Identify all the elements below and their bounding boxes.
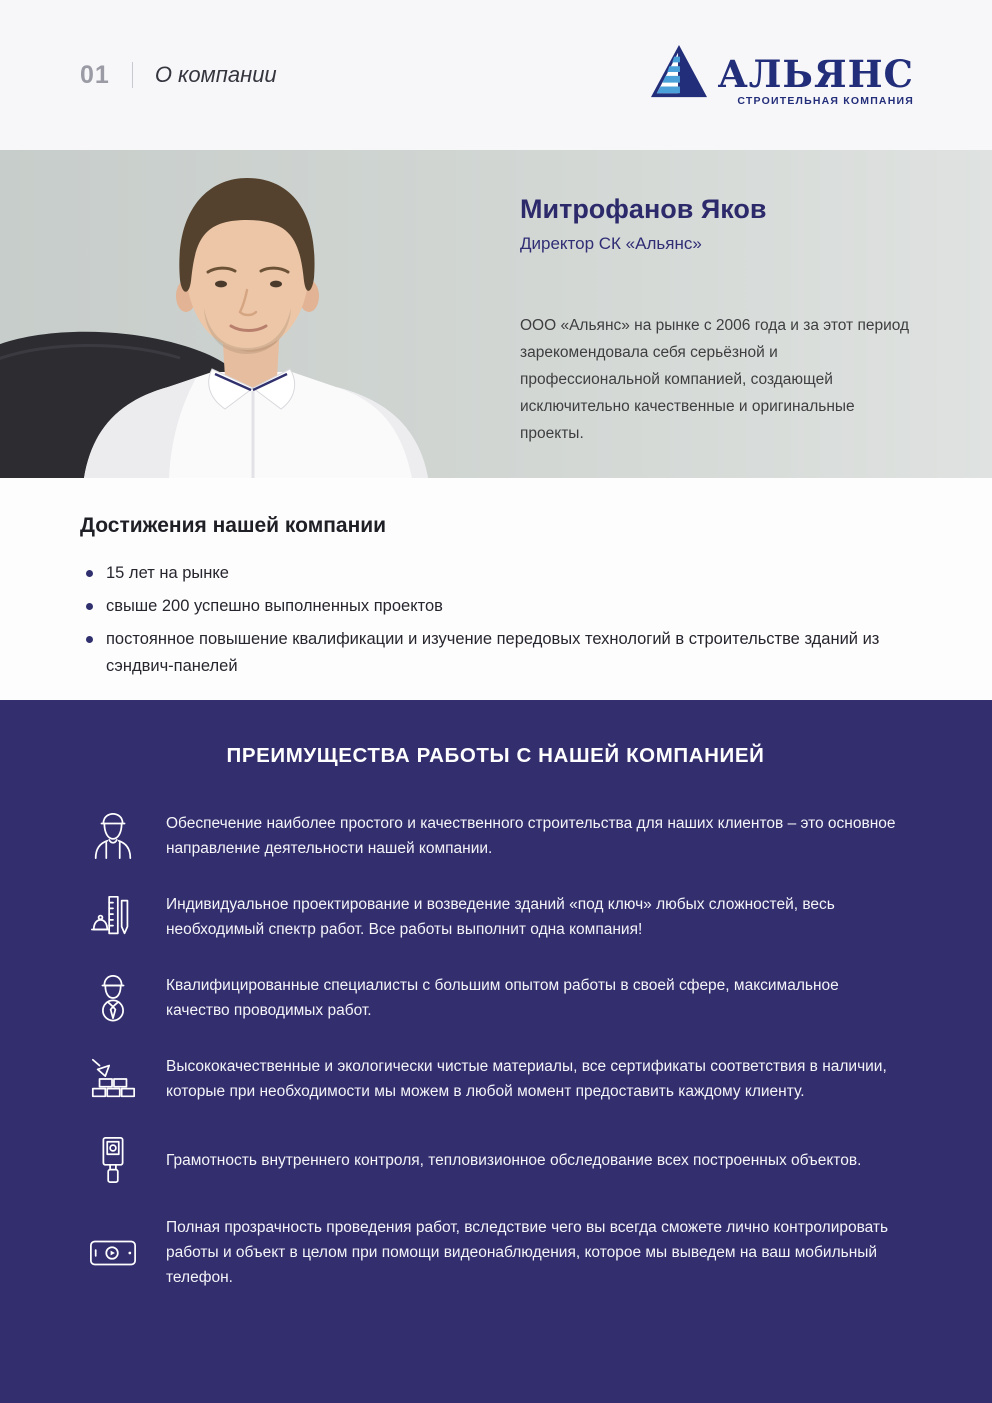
director-info [520, 194, 920, 447]
header-breadcrumb [80, 61, 277, 90]
advantages-title: ПРЕИМУЩЕСТВА РАБОТЫ С НАШЕЙ КОМПАНИЕЙ [226, 744, 765, 767]
advantage-row [87, 810, 904, 862]
header-divider [132, 62, 133, 88]
achievement-item: 15 лет на рынке [80, 560, 910, 587]
thermal-camera-icon [87, 1134, 139, 1186]
person-position: Директор СК «Альянс» [520, 234, 702, 253]
company-logo [650, 44, 914, 106]
page-number: 01 [80, 60, 110, 89]
hero-section [0, 150, 992, 478]
advantage-row [87, 1053, 904, 1105]
worker-icon [87, 810, 139, 862]
advantage-row [87, 1215, 904, 1290]
achievements-title: Достижения нашей компании [80, 514, 387, 537]
advantage-text: Высококачественные и экологически чистые материалы, все сертификаты соответствия в наличии, которые при необходимости мы можем в любой момент предоставить каждому клиенту. [166, 1058, 887, 1100]
design-tools-icon [87, 891, 139, 943]
specialist-icon [87, 972, 139, 1024]
logo-tagline: СТРОИТЕЛЬНАЯ КОМПАНИЯ [737, 94, 914, 107]
smartphone-video-icon [87, 1227, 139, 1279]
advantage-row [87, 972, 904, 1024]
logo-text [717, 51, 914, 107]
section-title: О компании [154, 62, 277, 87]
advantage-row [87, 891, 904, 943]
achievements-section [0, 478, 992, 700]
company-description: ООО «Альянс» на рынке с 2006 года и за этот период зарекомендовала себя серьёзной и профессиональной компанией, создающей исключительно качественные и оригинальные проекты. [520, 317, 910, 442]
pyramid-logo-icon [650, 44, 708, 106]
achievement-item: постоянное повышение квалификации и изучение передовых технологий в строительстве зданий из сэндвич-панелей [80, 626, 910, 680]
advantage-text: Квалифицированные специалисты с большим опытом работы в своей сфере, максимальное качество проводимых работ. [166, 977, 839, 1019]
bricklaying-icon [87, 1053, 139, 1105]
person-name: Митрофанов Яков [520, 194, 767, 224]
advantage-row [87, 1134, 904, 1186]
logo-name: АЛЬЯНС [717, 51, 914, 96]
achievements-list [80, 560, 912, 680]
achievement-item: свыше 200 успешно выполненных проектов [80, 593, 910, 620]
advantage-text: Обеспечение наиболее простого и качественного строительства для наших клиентов – это основное направление деятельности нашей компании. [166, 815, 896, 857]
director-photo [0, 150, 520, 478]
page-header [0, 0, 992, 150]
advantage-text: Индивидуальное проектирование и возведение зданий «под ключ» любых сложностей, весь необходимый спектр работ. Все работы выполнит одна компания! [166, 896, 835, 938]
advantages-section [0, 700, 992, 1403]
advantage-text: Полная прозрачность проведения работ, вследствие чего вы всегда сможете лично контролировать работы и объект в целом при помощи видеонаблюдения, которое мы выведем на ваш мобильный телефон. [166, 1219, 889, 1286]
advantage-text: Грамотность внутреннего контроля, тепловизионное обследование всех построенных объектов. [166, 1151, 862, 1169]
